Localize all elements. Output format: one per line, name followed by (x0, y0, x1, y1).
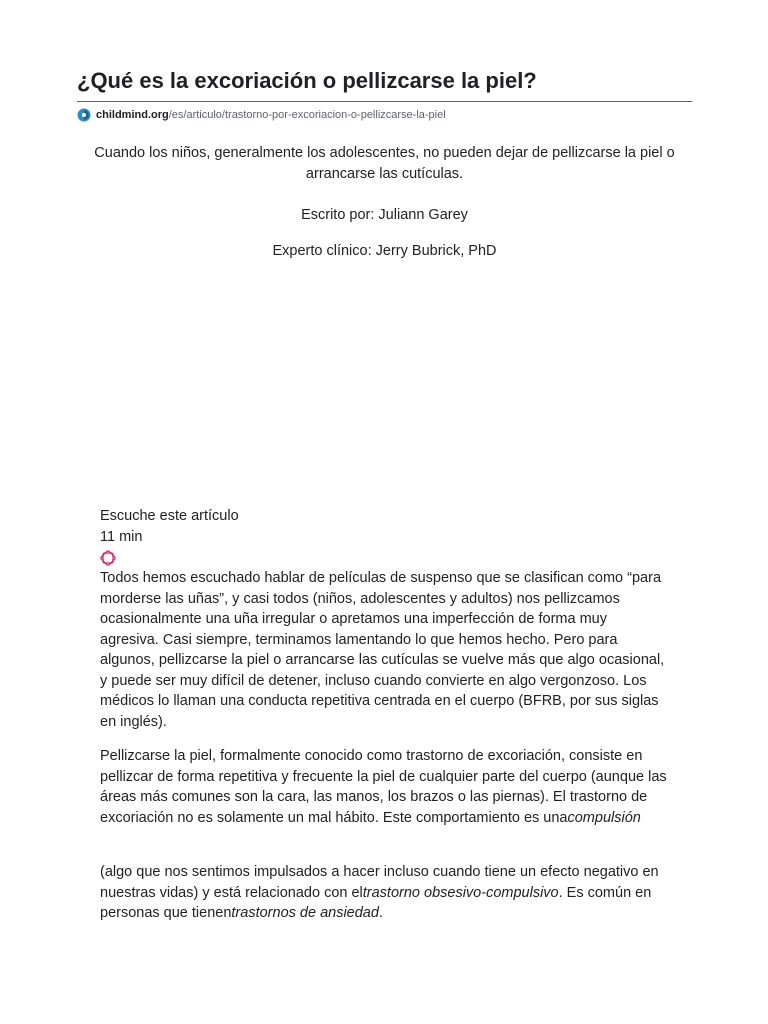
listen-duration: 11 min (100, 529, 143, 545)
article-intro: Cuando los niños, generalmente los adolescentes, no pueden dejar de pellizcarse la piel o arrancarse las cutículas. (94, 145, 675, 182)
body-paragraph-1: Todos hemos escuchado hablar de películas de suspenso que se clasifican como “para morderse las uñas”, y casi todos (niños, adolescentes y adultos) nos pellizcamos ocasionalmente una uña irregular o apretamos una imperfección de forma muy agresiva. Casi siempre, terminamos lamentando lo que hemos hecho. Pero para algunos, pellizcarse la piel o arrancarse las cutículas se vuelve más que algo ocasional, y puede ser muy difícil de detener, incluso cuando convierte en algo vergonzoso. Los médicos lo llaman una conducta repetitiva centrada en el cuerpo (BFRB, por sus siglas en inglés). (100, 570, 665, 730)
p3-text-b: . Es común en personas que tienen (100, 884, 652, 921)
listen-label: Escuche este artículo (100, 508, 239, 524)
source-link[interactable] (77, 106, 446, 124)
childmind-logo-icon (77, 108, 91, 122)
article-expert: Experto clínico: Jerry Bubrick, PhD (272, 243, 497, 259)
article-title: ¿Qué es la excoriación o pellizcarse la piel? (77, 68, 537, 93)
p3-text-c: . (378, 905, 383, 921)
p3-text-a: (algo que nos sentimos impulsados a hacer incluso cuando tiene un efecto negativo en nuestras vidas) y está relacionado con el (100, 864, 659, 901)
title-divider (77, 101, 692, 102)
source-domain[interactable]: childmind.org (96, 109, 169, 121)
body-paragraph-3 (100, 862, 668, 924)
p3-emphasis-2: trastornos de ansiedad (231, 905, 379, 921)
article-author: Escrito por: Juliann Garey (301, 207, 468, 223)
p2-emphasis: compulsión (567, 809, 641, 826)
p3-emphasis-1: trastorno obsesivo-compulsivo (362, 884, 559, 901)
audio-player-icon[interactable] (100, 550, 116, 566)
p2-text: Pellizcarse la piel, formalmente conocido como trastorno de excoriación, consiste en pellizcar de forma repetitiva y frecuente la piel de cualquier parte del cuerpo (aunque las áreas más comunes son la cara, las manos, los brazos o las piernas). El trastorno de excoriación no es solamente un mal hábito. Este comportamiento es una (100, 748, 667, 826)
body-paragraph-2 (100, 746, 668, 828)
source-path[interactable]: /es/articulo/trastorno-por-excoriacion-o-pellizcarse-la-piel (168, 109, 446, 121)
